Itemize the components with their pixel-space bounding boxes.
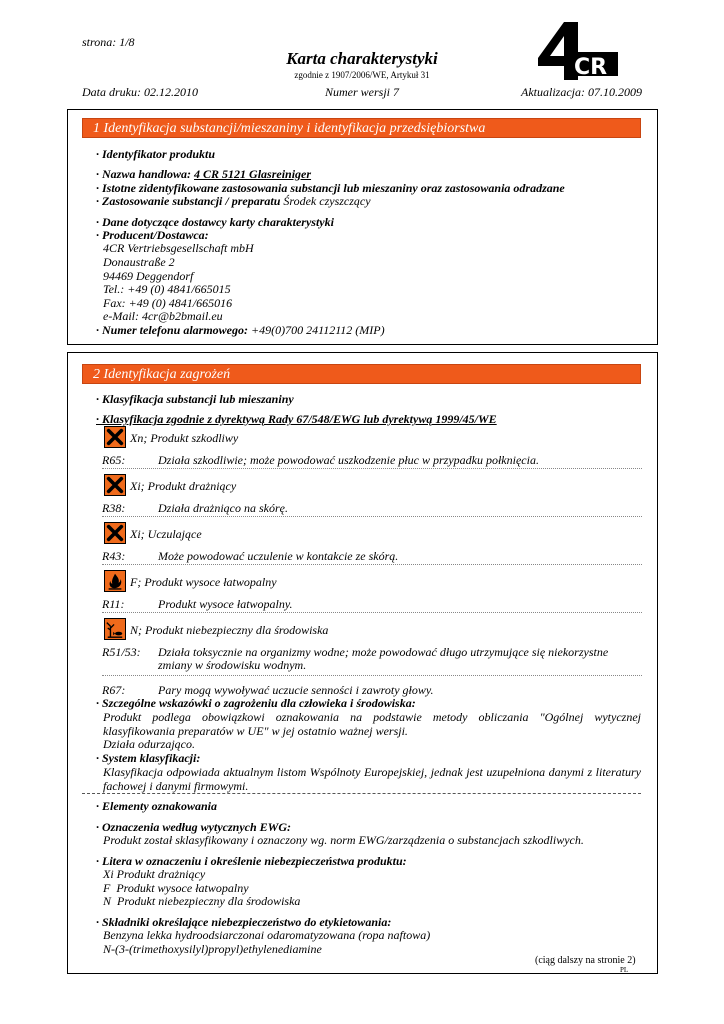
ewg-label: · Oznaczenia według wytycznych EWG:	[96, 820, 291, 834]
dashed-divider	[82, 793, 641, 794]
risk-code: R51/53:	[102, 645, 141, 659]
emergency-row	[96, 323, 385, 338]
hazard-label: F; Produkt wysoce łatwopalny	[130, 575, 277, 589]
producer-label: · Producent/Dostawca:	[96, 228, 209, 242]
special-hazards-label: · Szczególne wskazówki o zagrożeniu dla człowieka i środowiska:	[96, 696, 416, 710]
label-elements: · Elementy oznakowania	[96, 799, 218, 813]
address-line: Donaustraße 2	[103, 255, 175, 269]
section1-heading: 1 Identyfikacja substancji/mieszaniny i identyfikacja przedsiębiorstwa	[82, 118, 641, 138]
print-date: Data druku: 02.12.2010	[82, 85, 198, 99]
x-cross-icon	[104, 426, 126, 448]
risk-text: Produkt wysoce łatwopalny.	[158, 597, 293, 611]
identified-uses: · Istotne zidentyfikowane zastosowania substancji lub mieszaniny oraz zastosowania odradzane	[96, 181, 565, 195]
directive-label: · Klasyfikacja zgodnie z dyrektywą Rady 67/548/EWG lub dyrektywą 1999/45/WE	[96, 412, 497, 426]
component-item: N-(3-(trimethoxysilyl)propyl)ethylenediamine	[103, 942, 322, 956]
risk-text: Pary mogą wywoływać uczucie senności i zawroty głowy.	[158, 683, 434, 697]
section2-heading: 2 Identyfikacja zagrożeń	[82, 364, 641, 384]
dotted-divider	[102, 564, 642, 565]
components-label: · Składniki określające niebezpieczeństwo do etykietowania:	[96, 915, 392, 929]
trade-name: 4 CR 5121 Glasreiniger	[194, 167, 312, 181]
special-hazards-text: Produkt podlega obowiązkowi oznakowania na podstawie metody obliczania "Ogólnej wytycznej klasyfikowania preparatów w UE" w jej ostatnio ważnej wersji.	[103, 710, 641, 738]
hazard-label: N; Produkt niebezpieczny dla środowiska	[130, 623, 329, 637]
risk-code: R38:	[102, 501, 126, 515]
address-line: e-Mail: 4cr@b2bmail.eu	[103, 309, 223, 323]
classification-system-label: · System klasyfikacji:	[96, 751, 201, 765]
hazard-label: Xi; Uczulające	[130, 527, 202, 541]
dotted-divider	[102, 468, 642, 469]
continued-note: (ciąg dalszy na stronie 2)	[535, 955, 636, 966]
product-identifier: · Identyfikator produktu	[96, 147, 216, 161]
dotted-divider	[102, 612, 642, 613]
hazard-label: Xi; Produkt drażniący	[130, 479, 237, 493]
component-item: Benzyna lekka hydroodsiarczonai odaromatyzowana (ropa naftowa)	[103, 928, 431, 942]
ewg-text: Produkt został sklasyfikowany i oznaczony wg. norm EWG/zarządzenia o substancjach szkodliwych.	[103, 833, 584, 847]
hazard-label: Xn; Produkt szkodliwy	[130, 431, 239, 445]
letter-item: F Produkt wysoce łatwopalny	[103, 881, 249, 895]
risk-code: R11:	[102, 597, 125, 611]
risk-text: Działa toksycznie na organizmy wodne; może powodować długo utrzymujące się niekorzystne	[158, 645, 609, 659]
svg-text:CR: CR	[574, 55, 608, 80]
environment-icon	[104, 618, 126, 640]
document-title: Karta charakterystyki	[286, 49, 438, 68]
letter-item: Xi Produkt drażniący	[103, 867, 206, 881]
dotted-divider	[102, 675, 642, 676]
trade-name-row	[96, 167, 311, 182]
risk-text-continued: zmiany w środowisku wodnym.	[158, 658, 307, 672]
risk-code: R43:	[102, 549, 126, 563]
address-line: 94469 Deggendorf	[103, 269, 194, 283]
risk-text: Działa drażniąco na skórę.	[158, 501, 288, 515]
trade-name-label: · Nazwa handlowa:	[96, 167, 192, 181]
classification-label: · Klasyfikacja substancji lub mieszaniny	[96, 392, 294, 406]
special-hazards-text2: Działa odurzająco.	[103, 737, 196, 751]
flame-icon	[104, 570, 126, 592]
supplier-details: · Dane dotyczące dostawcy karty charakterystyki	[96, 215, 334, 229]
classification-system-text: Klasyfikacja odpowiada aktualnym listom Wspólnoty Europejskiej, jednak jest uzupełniona danymi z literatury fachowej i danymi firmowymi.	[103, 765, 641, 793]
document-subtitle: zgodnie z 1907/2006/WE, Artykuł 31	[294, 70, 430, 80]
application-value: Środek czyszczący	[283, 194, 371, 208]
risk-code: R65:	[102, 453, 126, 467]
address-line: 4CR Vertriebsgesellschaft mbH	[103, 241, 254, 255]
x-cross-icon	[104, 522, 126, 544]
company-logo	[530, 18, 618, 82]
letters-label: · Litera w oznaczeniu i określenie niebezpieczeństwa produktu:	[96, 854, 407, 868]
emergency-label: · Numer telefonu alarmowego:	[96, 323, 248, 337]
version-number: Numer wersji 7	[325, 85, 400, 99]
dotted-divider	[102, 516, 642, 517]
risk-text: Może powodować uczulenie w kontakcie ze skórą.	[158, 549, 399, 563]
update-date: Aktualizacja: 07.10.2009	[521, 85, 642, 99]
application-row	[96, 194, 371, 209]
risk-text: Działa szkodliwie; może powodować uszkodzenie płuc w przypadku połknięcia.	[158, 453, 539, 467]
emergency-phone: +49(0)700 24112112 (MIP)	[251, 323, 385, 337]
letter-item: N Produkt niebezpieczny dla środowiska	[103, 894, 301, 908]
risk-code: R67:	[102, 683, 126, 697]
page-number: strona: 1/8	[82, 35, 135, 49]
x-cross-icon	[104, 474, 126, 496]
address-line: Fax: +49 (0) 4841/665016	[103, 296, 233, 310]
language-code: PL	[620, 966, 629, 974]
application-label: · Zastosowanie substancji / preparatu	[96, 194, 281, 208]
address-line: Tel.: +49 (0) 4841/665015	[103, 282, 231, 296]
